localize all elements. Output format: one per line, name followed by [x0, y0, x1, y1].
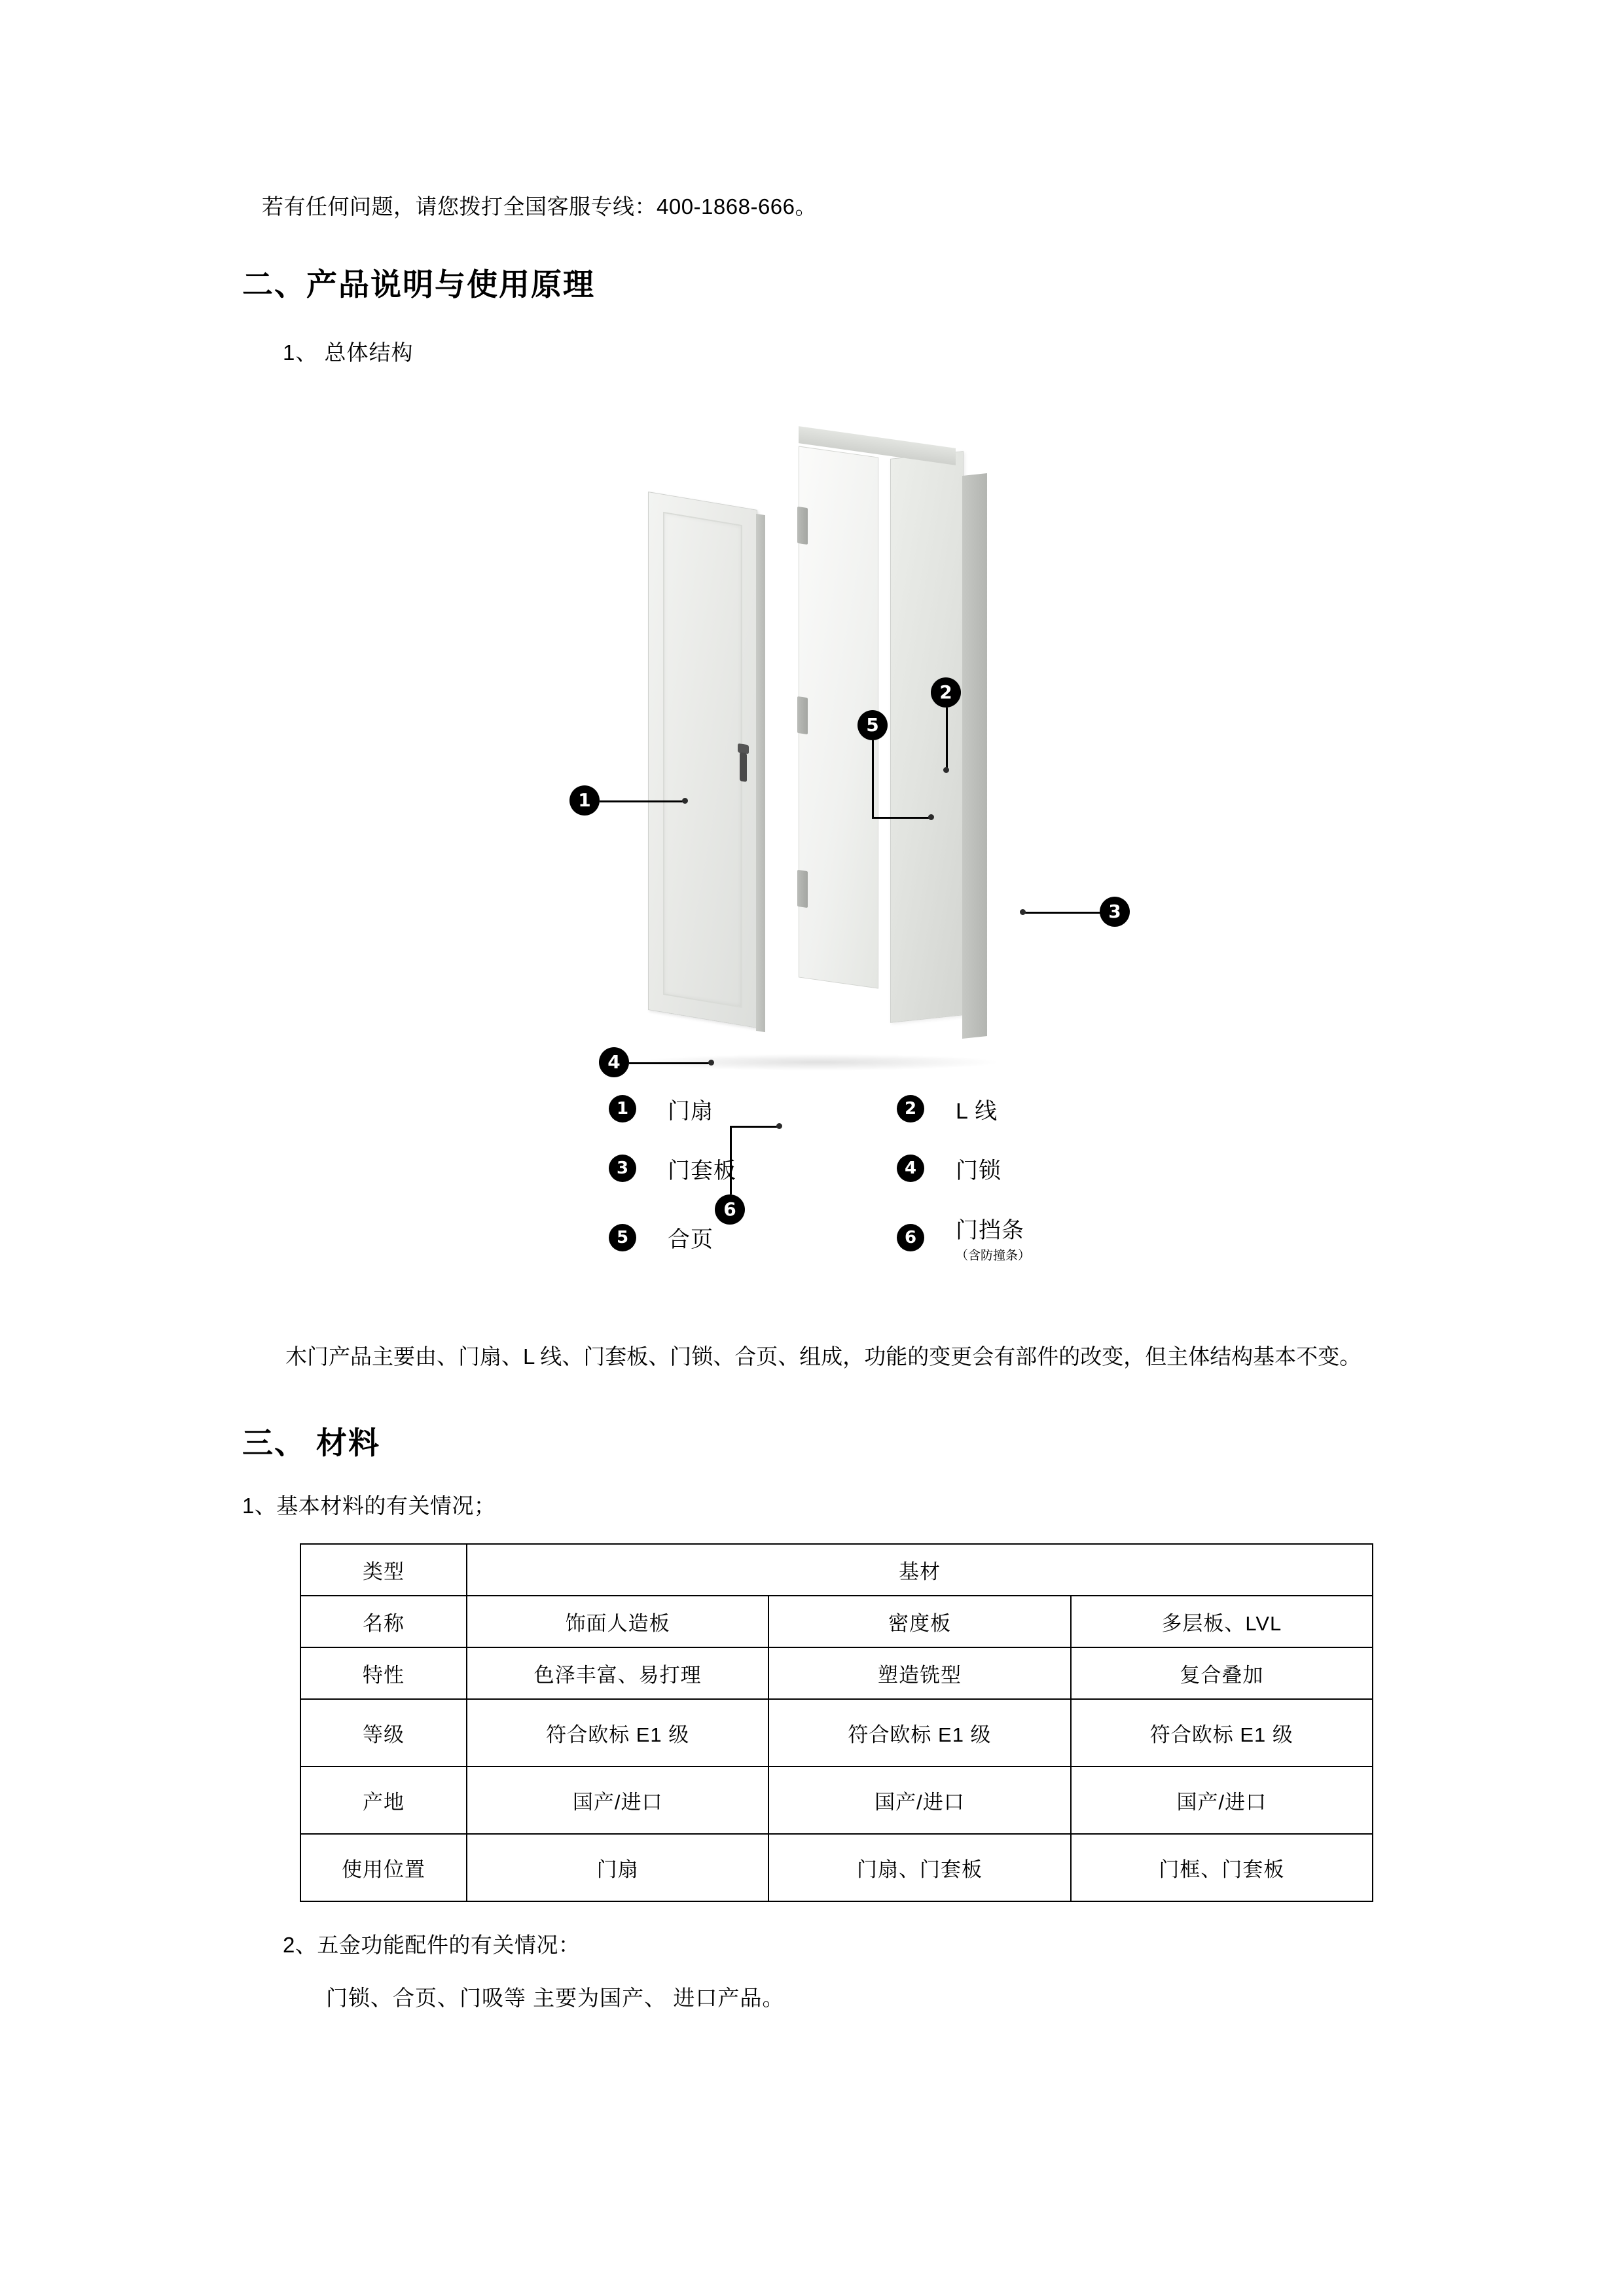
table-cell-head: 类型	[300, 1544, 467, 1596]
table-cell: 密度板	[768, 1596, 1070, 1647]
intro-line: 若有任何问题，请您拨打全国客服专线：400-1868-666。	[262, 194, 818, 219]
table-cell: 塑造铣型	[768, 1647, 1070, 1699]
table-row	[300, 1699, 1373, 1767]
door-illustration	[609, 425, 1093, 1100]
table-cell-head: 产地	[300, 1767, 467, 1834]
legend-row	[609, 1093, 1185, 1125]
legend-num-2: 2	[897, 1095, 924, 1122]
callout-4-point	[708, 1060, 714, 1066]
legend-label-6-sub: （含防撞条）	[956, 1248, 1031, 1263]
table-cell-head: 等级	[300, 1699, 467, 1767]
figure-legend	[609, 1093, 1185, 1291]
legend-num-5: 5	[609, 1224, 636, 1251]
callout-1: 1	[569, 785, 600, 816]
callout-5-leader-vertical	[872, 740, 874, 819]
structure-paragraph	[242, 1335, 1394, 1378]
table-cell: 符合欧标 E1 级	[768, 1699, 1070, 1767]
legend-num-4: 4	[897, 1155, 924, 1182]
legend-row	[609, 1153, 1185, 1185]
table-cell: 符合欧标 E1 级	[467, 1699, 768, 1767]
legend-item-6	[897, 1212, 1185, 1263]
legend-label-6	[956, 1212, 1030, 1263]
callout-1-leader	[600, 800, 685, 802]
legend-item-1	[609, 1093, 897, 1125]
table-cell: 国产/进口	[768, 1767, 1070, 1834]
door-leaf-panel	[663, 512, 742, 1008]
table-cell: 门扇、门套板	[768, 1834, 1070, 1901]
table-cell-head: 特性	[300, 1647, 467, 1699]
door-lock-handle	[740, 752, 747, 782]
document-content	[242, 190, 1394, 2012]
table-cell: 国产/进口	[1071, 1767, 1373, 1834]
legend-label-3: 门套板	[668, 1158, 736, 1183]
legend-label-5: 合页	[668, 1227, 713, 1253]
table-row	[300, 1834, 1373, 1901]
legend-label-2: L 线	[956, 1098, 998, 1124]
callout-5: 5	[857, 710, 888, 740]
section-heading-2: 二、产品说明与使用原理	[242, 266, 595, 302]
callout-4: 4	[599, 1047, 629, 1077]
callout-3-leader	[1024, 912, 1102, 914]
section-heading-3: 三、 材料	[242, 1425, 381, 1460]
table-row	[300, 1544, 1373, 1596]
callout-4-leader	[629, 1062, 711, 1064]
table-cell: 门框、门套板	[1071, 1834, 1373, 1901]
callout-6: 6	[715, 1194, 745, 1225]
table-cell: 门扇	[467, 1834, 768, 1901]
callout-5-leader-horizontal	[872, 817, 931, 819]
material-list-item-2: 2、五金功能配件的有关情况：	[283, 1932, 581, 1957]
table-cell: 符合欧标 E1 级	[1071, 1699, 1373, 1767]
table-row	[300, 1767, 1373, 1834]
callout-3-point	[1020, 909, 1026, 915]
legend-num-6: 6	[897, 1224, 924, 1251]
callout-5-point	[928, 814, 934, 820]
table-cell: 色泽丰富、易打理	[467, 1647, 768, 1699]
table-cell-head: 名称	[300, 1596, 467, 1647]
callout-2-point	[943, 767, 949, 773]
legend-item-2	[897, 1093, 1185, 1125]
legend-num-1: 1	[609, 1095, 636, 1122]
table-cell: 国产/进口	[467, 1767, 768, 1834]
door-leaf-edge	[756, 514, 765, 1032]
table-row	[300, 1647, 1373, 1699]
hinge-lower	[797, 870, 808, 908]
hardware-text: 门锁、合页、门吸等 主要为国产、 进口产品。	[326, 1985, 785, 2010]
structure-paragraph-text: 木门产品主要由、门扇、L 线、门套板、门锁、合页、组成，功能的变更会有部件的改变，但主体结构基本不变。	[285, 1344, 1362, 1369]
door-structure-figure	[242, 380, 1394, 1316]
table-cell: 复合叠加	[1071, 1647, 1373, 1699]
hinge-middle	[797, 696, 808, 734]
table-row	[300, 1596, 1373, 1647]
legend-label-1: 门扇	[668, 1098, 713, 1124]
subsection-overall-structure: 1、 总体结构	[283, 340, 414, 365]
legend-num-3: 3	[609, 1155, 636, 1182]
table-cell: 多层板、LVL	[1071, 1596, 1373, 1647]
callout-2: 2	[931, 677, 961, 708]
hinge-upper	[797, 507, 808, 545]
door-casing-edge	[962, 473, 987, 1039]
callout-2-leader	[946, 708, 948, 770]
legend-label-6-main: 门挡条	[956, 1217, 1024, 1243]
table-cell: 饰面人造板	[467, 1596, 768, 1647]
table-cell: 基材	[467, 1544, 1373, 1596]
table-cell-head: 使用位置	[300, 1834, 467, 1901]
callout-3: 3	[1100, 897, 1130, 927]
legend-item-5	[609, 1212, 897, 1263]
legend-label-4: 门锁	[956, 1158, 1001, 1183]
door-casing-board	[890, 451, 964, 1023]
callout-1-point	[682, 798, 688, 804]
legend-item-4	[897, 1153, 1185, 1185]
material-list-item-1: 1、基本材料的有关情况；	[242, 1493, 496, 1518]
legend-row	[609, 1212, 1185, 1263]
legend-item-3	[609, 1153, 897, 1185]
material-table	[300, 1543, 1373, 1902]
